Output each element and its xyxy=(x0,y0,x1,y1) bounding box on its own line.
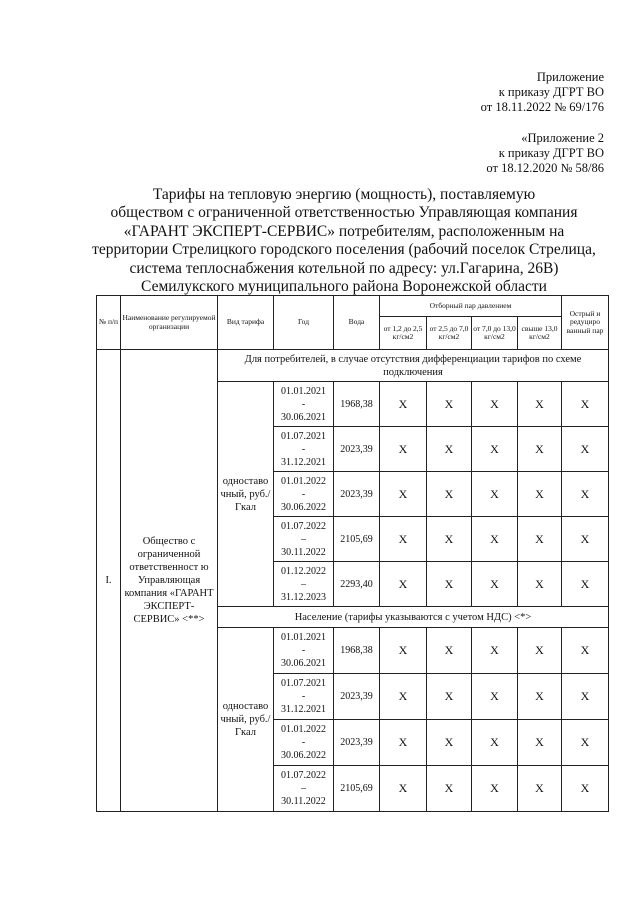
water-tariff-value: 2105,69 xyxy=(334,517,380,562)
appendix-header xyxy=(481,70,604,115)
period-from: 01.07.2022 xyxy=(281,520,326,532)
period-cell xyxy=(274,562,334,607)
period-from: 01.01.2022 xyxy=(281,724,326,735)
col-header-year: Год xyxy=(274,296,334,350)
period-to: 30.11.2022 xyxy=(281,796,326,807)
title-line: территории Стрелицкого городского поселения (рабочий поселок Стрелица, xyxy=(92,241,596,259)
not-applicable-mark: X xyxy=(562,674,609,720)
period-from: 01.07.2022 xyxy=(281,770,326,781)
period-sep: - xyxy=(301,488,306,500)
title-line: Тарифы на тепловую энергию (мощность), поставляемую xyxy=(152,186,536,203)
not-applicable-mark: X xyxy=(562,472,609,517)
period-to: 31.12.2021 xyxy=(281,704,326,715)
period-from: 01.01.2021 xyxy=(281,632,326,643)
title-line: «ГАРАНТ ЭКСПЕРТ-СЕРВИС» потребителям, расположенным на xyxy=(123,222,565,240)
period-from: 01.07.2021 xyxy=(281,678,326,689)
title-line: обществом с ограниченной ответственностью Управляющая компания xyxy=(110,204,578,222)
not-applicable-mark: X xyxy=(562,720,609,766)
period-cell xyxy=(274,517,334,562)
not-applicable-mark: X xyxy=(380,382,427,427)
period-cell xyxy=(274,674,334,720)
not-applicable-mark: X xyxy=(518,720,562,766)
period-cell xyxy=(274,720,334,766)
water-tariff-value: 2023,39 xyxy=(334,720,380,766)
appendix-header-line: Приложение xyxy=(536,70,604,84)
not-applicable-mark: X xyxy=(472,427,518,472)
not-applicable-mark: X xyxy=(472,517,518,562)
period-sep: – xyxy=(301,578,306,590)
not-applicable-mark: X xyxy=(472,382,518,427)
not-applicable-mark: X xyxy=(472,628,518,674)
period-sep: - xyxy=(301,691,306,702)
not-applicable-mark: X xyxy=(427,427,472,472)
not-applicable-mark: X xyxy=(472,766,518,812)
appendix-header-line: «Приложение 2 xyxy=(521,131,604,145)
appendix-header-line: к приказу ДГРТ ВО xyxy=(498,85,604,99)
section-header: Население (тарифы указываются с учетом НДС) <*> xyxy=(218,607,609,628)
period-sep: - xyxy=(301,645,306,656)
period-to: 31.12.2021 xyxy=(281,456,326,468)
not-applicable-mark: X xyxy=(427,628,472,674)
not-applicable-mark: X xyxy=(518,628,562,674)
period-sep: - xyxy=(301,443,306,455)
title-line: Семилукского муниципального района Воронежской области xyxy=(141,278,547,296)
not-applicable-mark: X xyxy=(562,562,609,607)
not-applicable-mark: X xyxy=(380,766,427,812)
not-applicable-mark: X xyxy=(380,720,427,766)
appendix-2-header xyxy=(486,131,604,176)
not-applicable-mark: X xyxy=(427,382,472,427)
col-header-pressure-4: свыше 13,0 кг/см2 xyxy=(518,317,562,350)
not-applicable-mark: X xyxy=(472,562,518,607)
tariff-type: одноставо чный, руб./Гкал xyxy=(218,382,274,607)
not-applicable-mark: X xyxy=(518,427,562,472)
water-tariff-value: 2023,39 xyxy=(334,427,380,472)
organization-name: Общество с ограниченной ответственност ю Управляющая компания «ГАРАНТ ЭКСПЕРТ-СЕРВИС» <**> xyxy=(121,350,218,812)
period-cell xyxy=(274,472,334,517)
period-to: 30.06.2021 xyxy=(281,658,326,669)
not-applicable-mark: X xyxy=(380,562,427,607)
period-sep: - xyxy=(301,398,306,410)
not-applicable-mark: X xyxy=(427,562,472,607)
tariff-type: одноставо чный, руб./Гкал xyxy=(218,628,274,812)
period-sep: – xyxy=(301,783,306,794)
col-header-tariff-type: Вид тарифа xyxy=(218,296,274,350)
not-applicable-mark: X xyxy=(427,766,472,812)
not-applicable-mark: X xyxy=(380,674,427,720)
period-cell xyxy=(274,628,334,674)
period-cell xyxy=(274,766,334,812)
not-applicable-mark: X xyxy=(427,720,472,766)
col-header-organization: Наименование регулируемой организации xyxy=(121,296,218,350)
period-to: 30.06.2022 xyxy=(281,750,326,761)
not-applicable-mark: X xyxy=(562,517,609,562)
period-to: 30.06.2021 xyxy=(281,411,326,423)
not-applicable-mark: X xyxy=(518,382,562,427)
period-to: 30.06.2022 xyxy=(281,501,326,513)
col-header-pressure-1: от 1,2 до 2,5 кг/см2 xyxy=(380,317,427,350)
section-header: Для потребителей, в случае отсутствия дифференциации тарифов по схеме подключения xyxy=(218,350,609,382)
col-header-steam-group: Отборный пар давлением xyxy=(380,296,562,317)
col-header-pressure-2: от 2,5 до 7,0 кг/см2 xyxy=(427,317,472,350)
not-applicable-mark: X xyxy=(427,517,472,562)
water-tariff-value: 1968,38 xyxy=(334,628,380,674)
period-cell xyxy=(274,382,334,427)
water-tariff-value: 2293,40 xyxy=(334,562,380,607)
document-title xyxy=(86,186,602,296)
water-tariff-value: 2023,39 xyxy=(334,472,380,517)
period-from: 01.07.2021 xyxy=(281,430,326,442)
appendix-header-line: от 18.12.2020 № 58/86 xyxy=(486,161,604,175)
not-applicable-mark: X xyxy=(518,562,562,607)
not-applicable-mark: X xyxy=(380,517,427,562)
period-to: 30.11.2022 xyxy=(281,546,326,558)
water-tariff-value: 2023,39 xyxy=(334,674,380,720)
not-applicable-mark: X xyxy=(472,720,518,766)
period-from: 01.01.2021 xyxy=(281,385,326,397)
not-applicable-mark: X xyxy=(518,517,562,562)
not-applicable-mark: X xyxy=(518,766,562,812)
not-applicable-mark: X xyxy=(562,766,609,812)
water-tariff-value: 2105,69 xyxy=(334,766,380,812)
col-header-sharp-steam: Острый и редуциро ванный пар xyxy=(562,296,609,350)
col-header-number: № п/п xyxy=(97,296,121,350)
not-applicable-mark: X xyxy=(380,427,427,472)
not-applicable-mark: X xyxy=(427,674,472,720)
not-applicable-mark: X xyxy=(380,472,427,517)
period-cell xyxy=(274,427,334,472)
not-applicable-mark: X xyxy=(427,472,472,517)
not-applicable-mark: X xyxy=(562,427,609,472)
row-number: I. xyxy=(97,350,121,812)
not-applicable-mark: X xyxy=(562,382,609,427)
not-applicable-mark: X xyxy=(562,628,609,674)
period-from: 01.01.2022 xyxy=(281,475,326,487)
period-from: 01.12.2022 xyxy=(281,565,326,577)
not-applicable-mark: X xyxy=(518,674,562,720)
period-to: 31.12.2023 xyxy=(281,591,326,603)
not-applicable-mark: X xyxy=(380,628,427,674)
not-applicable-mark: X xyxy=(472,674,518,720)
title-line: система теплоснабжения котельной по адресу: ул.Гагарина, 26В) xyxy=(129,259,559,277)
period-sep: – xyxy=(301,533,306,545)
col-header-water: Вода xyxy=(334,296,380,350)
col-header-pressure-3: от 7,0 до 13,0 кг/см2 xyxy=(472,317,518,350)
period-sep: - xyxy=(301,737,306,748)
not-applicable-mark: X xyxy=(472,472,518,517)
appendix-header-line: от 18.11.2022 № 69/176 xyxy=(480,100,604,114)
appendix-header-line: к приказу ДГРТ ВО xyxy=(498,146,604,160)
tariff-table xyxy=(96,295,609,812)
water-tariff-value: 1968,38 xyxy=(334,382,380,427)
not-applicable-mark: X xyxy=(518,472,562,517)
